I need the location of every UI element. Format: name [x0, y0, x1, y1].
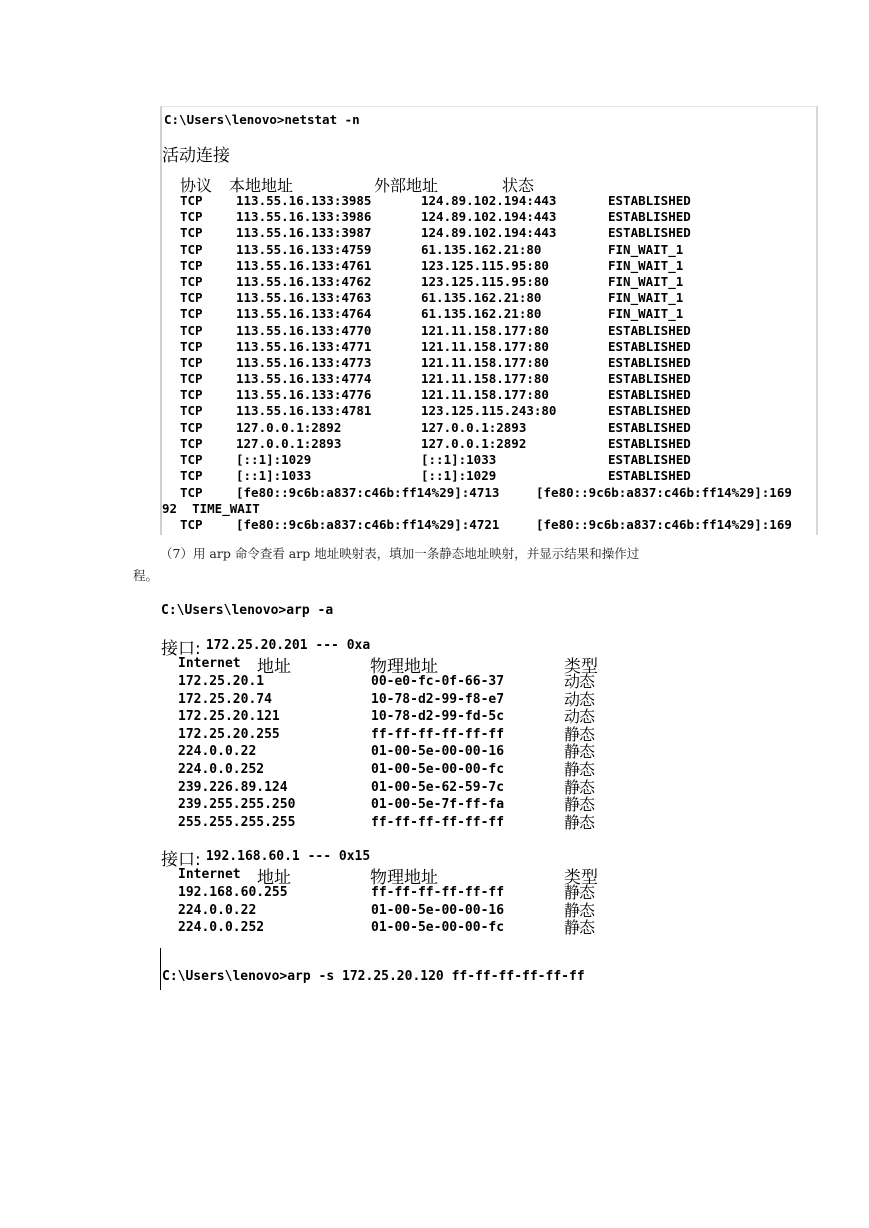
- wrap1-proto: TCP: [180, 485, 203, 500]
- arp-ip: 224.0.0.22: [178, 744, 257, 760]
- iface2-hdr-internet: Internet: [178, 867, 241, 882]
- table-row: [162, 355, 816, 371]
- iface1-label: 接口:: [161, 639, 201, 659]
- arp-mac: 01-00-5e-7f-ff-fa: [371, 797, 505, 813]
- arp-type: 静态: [564, 900, 595, 920]
- table-row: [162, 209, 816, 225]
- cell-p: TCP: [180, 452, 203, 467]
- cell-f: 123.125.115.95:80: [421, 273, 549, 289]
- cell-l: 113.55.16.133:4781: [236, 403, 372, 419]
- iface1-hdr-addr: 地址: [257, 657, 291, 677]
- cell-p: TCP: [180, 290, 203, 306]
- cell-f: [::1]:1029: [421, 468, 497, 484]
- cell-s: FIN_WAIT_1: [608, 241, 684, 257]
- cell-p: TCP: [180, 209, 203, 225]
- table-row: [162, 436, 816, 452]
- cell-s: ESTABLISHED: [608, 354, 691, 370]
- iface2-hdr-addr: 地址: [257, 868, 291, 888]
- wrap2-foreign: [fe80::9c6b:a837:c46b:ff14%29]:169: [536, 517, 792, 532]
- arp-ip: 239.255.255.250: [178, 797, 296, 813]
- cell-f: 124.89.102.194:443: [421, 225, 557, 241]
- arp-ip: 172.25.20.255: [178, 726, 280, 742]
- cell-p: TCP: [180, 435, 203, 451]
- header-local: 本地地址: [229, 176, 294, 195]
- table-row: [162, 452, 816, 468]
- header-state: 状态: [502, 176, 535, 195]
- wrap2-proto: TCP: [180, 517, 203, 532]
- arp-type: 静态: [564, 724, 595, 744]
- arp-mac: 10-78-d2-99-f8-e7: [371, 691, 505, 707]
- arp-mac: 10-78-d2-99-fd-5c: [371, 709, 505, 725]
- arp-mac: 01-00-5e-00-00-16: [371, 902, 505, 918]
- iface1-hdr-internet: Internet: [178, 656, 241, 671]
- cell-l: 113.55.16.133:4759: [236, 241, 372, 257]
- cell-f: 127.0.0.1:2892: [421, 435, 527, 451]
- cell-l: 113.55.16.133:4773: [236, 354, 372, 370]
- cell-l: 113.55.16.133:3985: [236, 193, 372, 208]
- cell-s: ESTABLISHED: [608, 338, 691, 354]
- cell-p: TCP: [180, 403, 203, 419]
- arp-type: 静态: [564, 742, 595, 762]
- cell-p: TCP: [180, 322, 203, 338]
- wrap1-foreign: [fe80::9c6b:a837:c46b:ff14%29]:169: [536, 485, 792, 500]
- arp-ip: 224.0.0.252: [178, 920, 265, 936]
- terminal-edge: [160, 948, 161, 990]
- table-row: [162, 468, 816, 484]
- arp-ip: 172.25.20.1: [178, 674, 265, 689]
- table-row: [162, 274, 816, 290]
- cell-l: 113.55.16.133:4763: [236, 290, 372, 306]
- cell-f: 127.0.0.1:2893: [421, 419, 527, 435]
- cell-s: FIN_WAIT_1: [608, 290, 684, 306]
- cell-f: 121.11.158.177:80: [421, 338, 549, 354]
- cell-p: TCP: [180, 419, 203, 435]
- cell-f: 121.11.158.177:80: [421, 354, 549, 370]
- arp-mac: ff-ff-ff-ff-ff-ff: [371, 814, 505, 830]
- cell-f: [::1]:1033: [421, 452, 497, 467]
- arp-mac: ff-ff-ff-ff-ff-ff: [371, 726, 505, 742]
- cell-p: TCP: [180, 354, 203, 370]
- table-row: [162, 420, 816, 436]
- arp-ip: 255.255.255.255: [178, 814, 296, 830]
- table-row: [162, 242, 816, 258]
- wrap1-continuation: 92 TIME_WAIT: [162, 501, 260, 516]
- cell-f: 124.89.102.194:443: [421, 193, 557, 208]
- cell-f: 123.125.115.243:80: [421, 403, 557, 419]
- arp-ip: 172.25.20.74: [178, 691, 272, 707]
- arp-ip: 192.168.60.255: [178, 885, 288, 900]
- cell-l: 113.55.16.133:3987: [236, 225, 372, 241]
- arp-type: 动态: [564, 689, 595, 709]
- arp-ip: 224.0.0.252: [178, 762, 265, 777]
- arp-ip: 224.0.0.22: [178, 902, 257, 918]
- arp-type: 静态: [564, 777, 595, 797]
- iface1-value: 172.25.20.201 --- 0xa: [198, 638, 371, 653]
- header-foreign: 外部地址: [374, 176, 439, 195]
- cell-s: ESTABLISHED: [608, 322, 691, 338]
- cell-s: ESTABLISHED: [608, 371, 691, 387]
- cell-f: 123.125.115.95:80: [421, 257, 549, 273]
- arp-type: 静态: [564, 812, 595, 832]
- cell-p: TCP: [180, 306, 203, 322]
- arp-ip: 239.226.89.124: [178, 779, 288, 795]
- cell-s: FIN_WAIT_1: [608, 273, 684, 289]
- iface2-hdr-phys: 物理地址: [370, 868, 438, 888]
- arp-mac: 01-00-5e-00-00-fc: [371, 762, 505, 777]
- arp-type: 静态: [564, 883, 595, 902]
- iface2-label: 接口:: [161, 850, 201, 870]
- arp-type: 动态: [564, 672, 595, 691]
- arp-mac: 01-00-5e-00-00-16: [371, 744, 505, 760]
- arp-mac: ff-ff-ff-ff-ff-ff: [371, 885, 505, 900]
- cell-p: TCP: [180, 371, 203, 387]
- arp-type: 静态: [564, 918, 595, 938]
- cell-l: 113.55.16.133:4761: [236, 257, 372, 273]
- table-row: [162, 225, 816, 241]
- wrap2-local: [fe80::9c6b:a837:c46b:ff14%29]:4721: [236, 517, 500, 532]
- arp-type: 静态: [564, 760, 595, 779]
- netstat-table: [162, 193, 816, 484]
- cell-s: ESTABLISHED: [608, 387, 691, 403]
- cell-l: 127.0.0.1:2893: [236, 435, 342, 451]
- cell-l: [::1]:1029: [236, 452, 312, 467]
- cell-l: 113.55.16.133:4764: [236, 306, 372, 322]
- cell-s: ESTABLISHED: [608, 419, 691, 435]
- cell-l: [::1]:1033: [236, 468, 312, 484]
- table-row: [162, 339, 816, 355]
- header-proto: 协议: [180, 176, 213, 195]
- table-row: [162, 403, 816, 419]
- arp-s-command: C:\Users\lenovo>arp -s 172.25.20.120 ff-ff-ff-ff-ff-ff: [162, 969, 585, 984]
- cell-f: 121.11.158.177:80: [421, 371, 549, 387]
- cell-p: TCP: [180, 468, 203, 484]
- cell-p: TCP: [180, 225, 203, 241]
- iface1-hdr-phys: 物理地址: [370, 657, 438, 677]
- arp-ip: 172.25.20.121: [178, 709, 280, 725]
- cell-s: ESTABLISHED: [608, 468, 691, 484]
- cell-l: 113.55.16.133:4774: [236, 371, 372, 387]
- table-row: [162, 387, 816, 403]
- cell-f: 61.135.162.21:80: [421, 241, 542, 257]
- cell-l: 113.55.16.133:4770: [236, 322, 372, 338]
- netstat-screenshot: [160, 106, 818, 535]
- cell-p: TCP: [180, 273, 203, 289]
- caption-line-2: 程。: [133, 568, 159, 583]
- iface2-hdr-type: 类型: [564, 868, 598, 888]
- cell-s: FIN_WAIT_1: [608, 257, 684, 273]
- cell-p: TCP: [180, 338, 203, 354]
- table-row: [162, 258, 816, 274]
- iface1-hdr-type: 类型: [564, 657, 598, 677]
- cell-f: 124.89.102.194:443: [421, 209, 557, 225]
- table-row: [162, 323, 816, 339]
- cell-l: 113.55.16.133:4771: [236, 338, 372, 354]
- wrap1-local: [fe80::9c6b:a837:c46b:ff14%29]:4713: [236, 485, 500, 500]
- cell-s: ESTABLISHED: [608, 193, 691, 208]
- cell-s: ESTABLISHED: [608, 435, 691, 451]
- cell-s: ESTABLISHED: [608, 209, 691, 225]
- cell-l: 113.55.16.133:3986: [236, 209, 372, 225]
- cell-s: ESTABLISHED: [608, 403, 691, 419]
- cell-f: 121.11.158.177:80: [421, 322, 549, 338]
- cell-s: ESTABLISHED: [608, 225, 691, 241]
- cell-f: 61.135.162.21:80: [421, 290, 542, 306]
- netstat-command: C:\Users\lenovo>netstat -n: [164, 112, 360, 127]
- cell-l: 127.0.0.1:2892: [236, 419, 342, 435]
- iface2-value: 192.168.60.1 --- 0x15: [198, 849, 371, 864]
- cell-l: 113.55.16.133:4776: [236, 387, 372, 403]
- arp-type: 动态: [564, 707, 595, 727]
- arp-mac: 00-e0-fc-0f-66-37: [371, 674, 505, 689]
- caption-line-1: （7）用 arp 命令查看 arp 地址映射表，填加一条静态地址映射，并显示结果和操作过: [160, 546, 640, 561]
- cell-p: TCP: [180, 241, 203, 257]
- arp-a-command: C:\Users\lenovo>arp -a: [161, 603, 334, 618]
- arp-type: 静态: [564, 795, 595, 815]
- cell-s: FIN_WAIT_1: [608, 306, 684, 322]
- cell-p: TCP: [180, 193, 203, 208]
- cell-f: 61.135.162.21:80: [421, 306, 542, 322]
- cell-p: TCP: [180, 387, 203, 403]
- table-row: [162, 306, 816, 322]
- cell-f: 121.11.158.177:80: [421, 387, 549, 403]
- table-row: [162, 193, 816, 209]
- table-row: [162, 290, 816, 306]
- cell-l: 113.55.16.133:4762: [236, 273, 372, 289]
- cell-p: TCP: [180, 257, 203, 273]
- active-connections-title: 活动连接: [162, 146, 230, 166]
- arp-mac: 01-00-5e-00-00-fc: [371, 920, 505, 936]
- table-row: [162, 371, 816, 387]
- arp-mac: 01-00-5e-62-59-7c: [371, 779, 505, 795]
- cell-s: ESTABLISHED: [608, 452, 691, 467]
